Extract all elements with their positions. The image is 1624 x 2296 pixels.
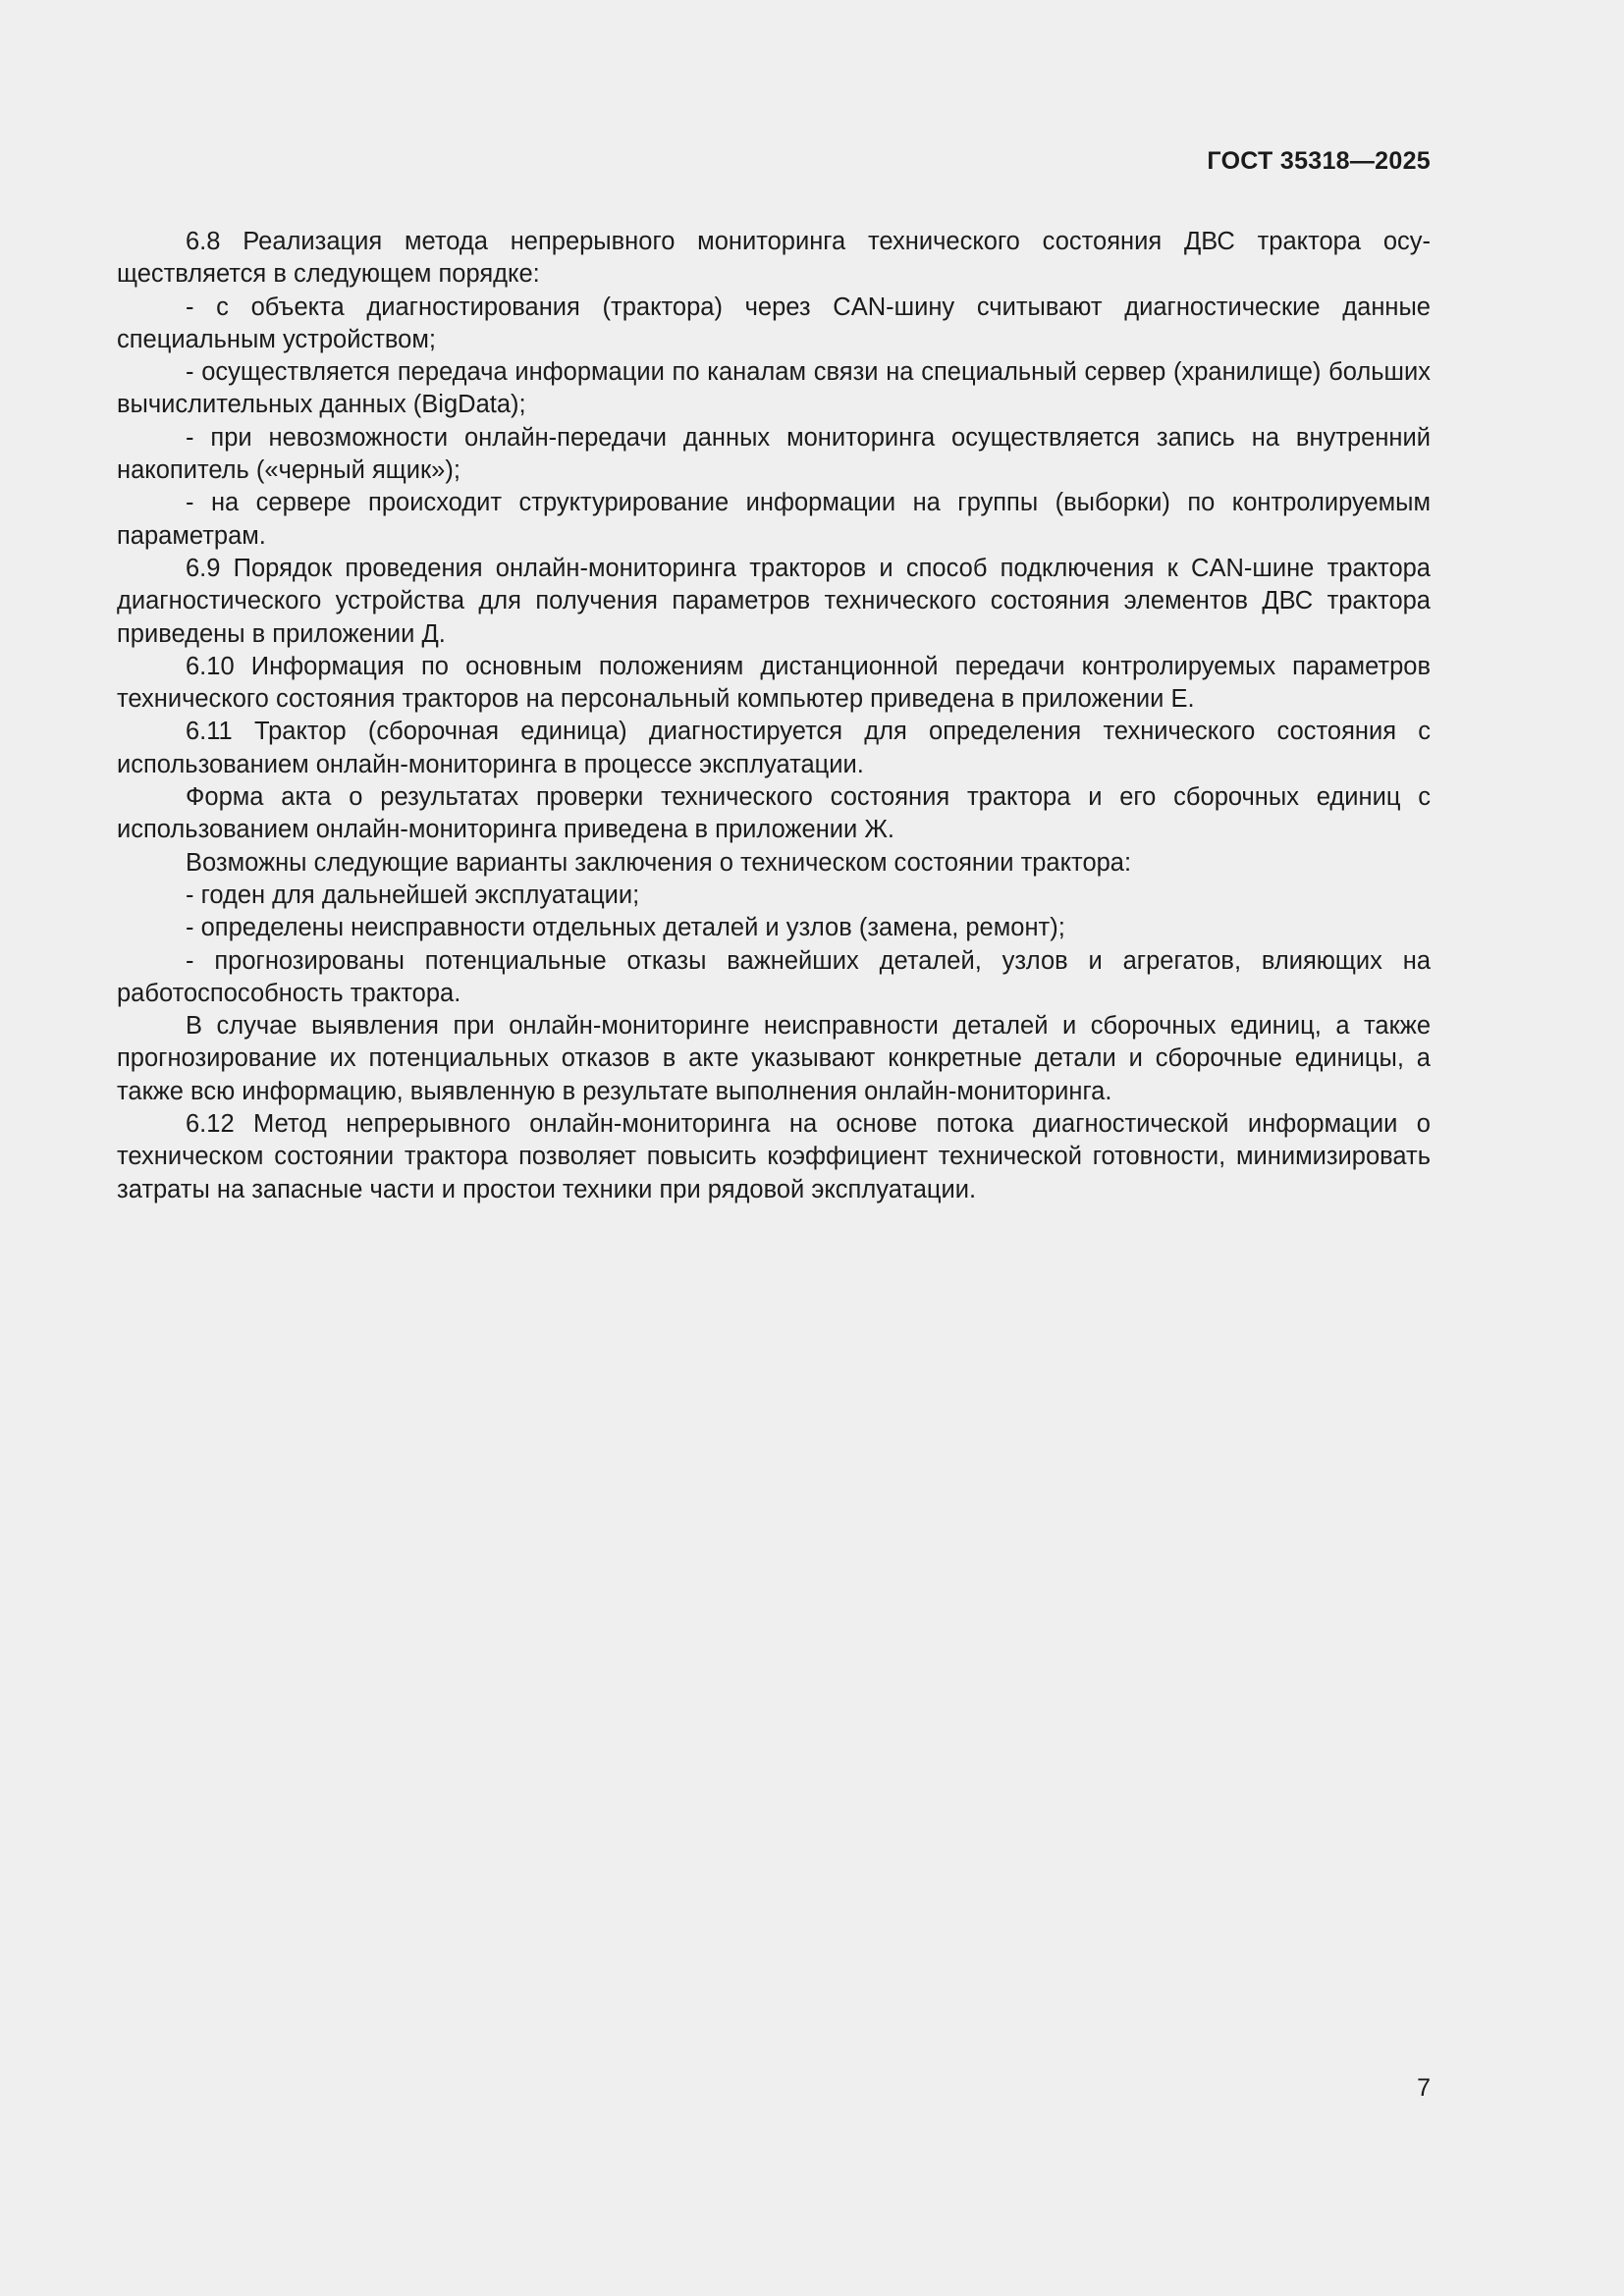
list-item: - прогнозированы потенциальные отказы важнейших деталей, узлов и агрегатов, влияющих на работоспособность трактора.: [117, 946, 1431, 1007]
paragraph-6-8: 6.8 Реализация метода непрерывного мониторинга технического состояния ДВС трактора осуществляется в следующем порядке:: [117, 228, 1431, 289]
paragraph: В случае выявления при онлайн-мониторинге неисправности деталей и сборочных единиц, а также прогнозирование их потенциальных отказов в акте указывают конкретные детали и сборочные единицы, а также всю информацию, выявленную в результате выполнения онлайн-мониторинга.: [117, 1012, 1431, 1105]
paragraph-6-11: 6.11 Трактор (сборочная единица) диагностируется для определения технического состояния с использованием онлайн-мониторинга в процессе эксплуатации.: [117, 718, 1431, 778]
paragraph: Возможны следующие варианты заключения о техническом состоянии трактора:: [186, 848, 1132, 877]
list-item: - при невозможности онлайн-передачи данных мониторинга осуществляется запись на внутренний накопитель («черный ящик»);: [117, 423, 1431, 485]
list-item: - с объекта диагностирования (трактора) через CAN-шину считывают диагностические данные специальным устройством;: [117, 293, 1431, 353]
paragraph-6-12: 6.12 Метод непрерывного онлайн-мониторинга на основе потока диагностической информации о техническом состоянии трактора позволяет повысить коэффициент технической готовности, минимизировать затраты на запасные части и простои техники при рядовой эксплуатации.: [117, 1110, 1431, 1203]
list-item: - определены неисправности отдельных деталей и узлов (замена, ремонт);: [186, 914, 1065, 942]
paragraph-6-10: 6.10 Информация по основным положениям дистанционной передачи контролируемых параметров технического состояния тракторов на персональный компьютер приведена в приложении Е.: [117, 652, 1431, 714]
paragraph: Форма акта о результатах проверки технического состояния трактора и его сборочных единиц с использованием онлайн-мониторинга приведена в приложении Ж.: [117, 783, 1431, 844]
list-item: - на сервере происходит структурирование информации на группы (выборки) по контролируемым параметрам.: [117, 489, 1431, 550]
paragraph-6-9: 6.9 Порядок проведения онлайн-мониторинга тракторов и способ подключения к CAN-шине трактора диагностического устройства для получения параметров технического состояния элементов ДВС трактора приведены в приложении Д.: [117, 554, 1431, 648]
document-header: ГОСТ 35318—2025: [1207, 147, 1431, 175]
document-body: [117, 226, 1431, 1206]
list-item: - осуществляется передача информации по каналам связи на специальный сервер (хранилище) больших вычислительных данных (BigData);: [117, 358, 1431, 419]
list-item: - годен для дальнейшей эксплуатации;: [186, 881, 640, 909]
page-number: 7: [1417, 2074, 1431, 2102]
